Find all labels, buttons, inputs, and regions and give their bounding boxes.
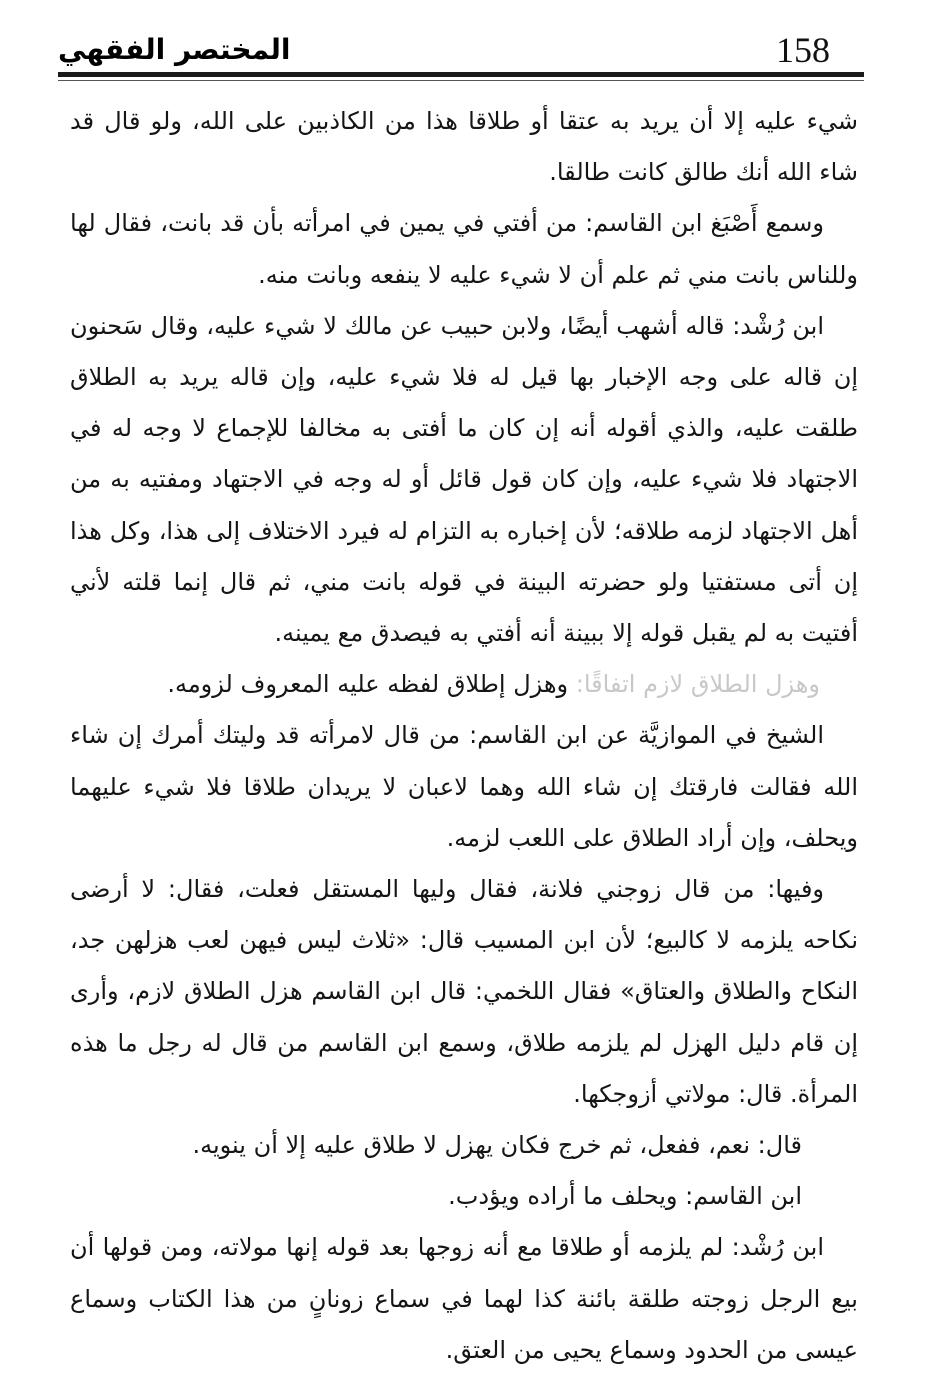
header-rule-thin xyxy=(58,80,864,81)
paragraph-6: وفيها: من قال زوجني فلانة، فقال وليها المستقل فعلت، فقال: لا أرضى نكاحه يلزمه لا كالبيع؛ لأن ابن المسيب قال: «ثلاث ليس فيهن لعب هزلهن جد، النكاح والطلاق والعتاق» فقال اللخمي: قال ابن القاسم هزل الطلاق لازم، وأرى إن قام دليل الهزل لم يلزمه طلاق، وسمع ابن القاسم من قال له رجل ما هذه المرأة. قال: مولاتي أزوجكها. xyxy=(70,875,858,1108)
running-title: المختصر الفقهي xyxy=(58,33,291,66)
paragraph-8: ابن القاسم: ويحلف ما أراده ويؤدب. xyxy=(448,1182,802,1211)
paragraph-3: ابن رُشْد: قاله أشهب أيضًا، ولابن حبيب عن مالك لا شيء عليه، وقال سَحنون إن قاله على وجه الإخبار بها قيل له فلا شيء عليه، وإن قاله يريد به الطلاق طلقت عليه، والذي أقوله أنه إن كان ما أفتى به مخالفا للإجماع لا وجه له في الاجتهاد فلا شيء عليه، وإن كان قول قائل أو له وجه في الاجتهاد ومفتيه به من أهل الاجتهاد لزمه طلاقه؛ لأن إخباره به التزام له فيرد الاختلاف إلى هذا، وكل هذا إن أتى مستفتيا ولو حضرته البينة في قوله بانت مني، ثم قال إنما قلته لأني أفتيت به لم يقبل قوله إلا ببينة أنه أفتي به فيصدق مع يمينه. xyxy=(70,311,858,648)
header-rule xyxy=(58,72,864,77)
paragraph-7: قال: نعم، ففعل، ثم خرج فكان يهزل لا طلاق عليه إلا أن ينويه. xyxy=(192,1131,802,1160)
main-text xyxy=(70,96,858,1376)
paragraph-5: الشيخ في الموازيَّة عن ابن القاسم: من قال لامرأته قد وليتك أمرك إن شاء الله فقالت فارقتك إن شاء الله وهما لاعبان لا يريدان طلاقا فلا شيء عليهما ويحلف، وإن أراد الطلاق على اللعب لزمه. xyxy=(70,721,858,852)
page-number: 158 xyxy=(776,30,830,70)
paragraph-4-text: وهزل إطلاق لفظه عليه المعروف لزومه. xyxy=(167,670,576,699)
paragraph-4 xyxy=(70,659,858,710)
faded-lead-text: وهزل الطلاق لازم اتفاقًا: xyxy=(575,670,820,699)
paragraph-1: شيء عليه إلا أن يريد به عتقا أو طلاقا هذا من الكاذبين على الله، ولو قال قد شاء الله أنك طالق كانت طالقا. xyxy=(70,107,858,187)
paragraph-2: وسمع أَصْبَغ ابن القاسم: من أفتي في يمين في امرأته بأن قد بانت، فقال لها وللناس بانت مني ثم علم أن لا شيء عليه لا ينفعه وبانت منه. xyxy=(70,209,858,289)
paragraph-9: ابن رُشْد: لم يلزمه أو طلاقا مع أنه زوجها بعد قوله إنها مولاته، ومن قولها أن بيع الرجل زوجته طلقة بائنة كذا لهما في سماع زونانٍ من هذا الكتاب وسماع عيسى من الحدود وسماع يحيى من العتق. xyxy=(70,1233,858,1364)
